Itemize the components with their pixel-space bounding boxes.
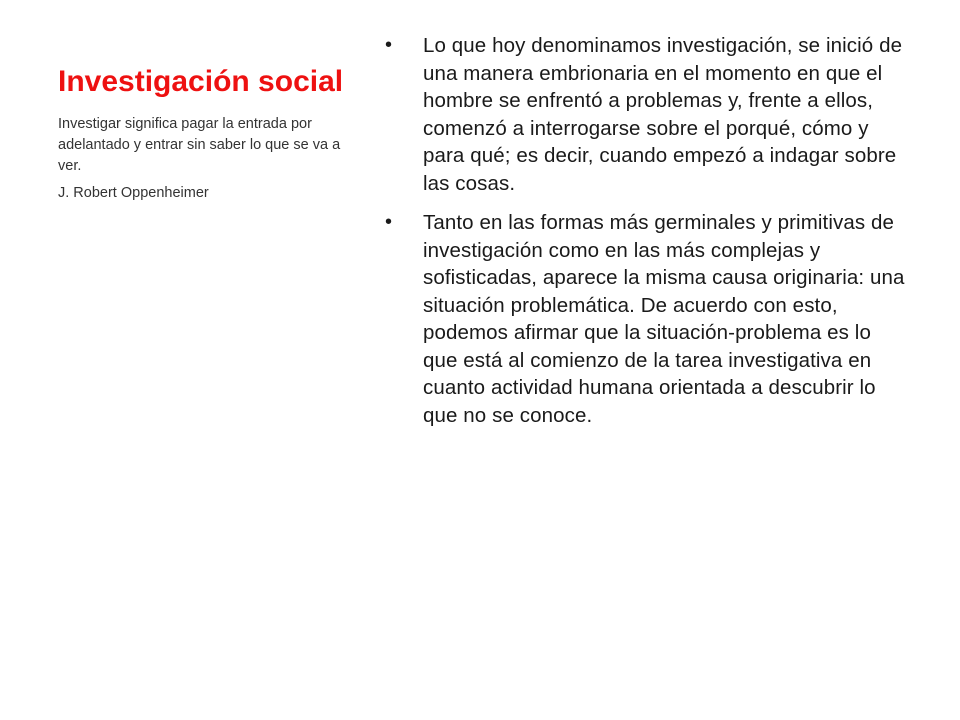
- bullet-list: [385, 32, 905, 429]
- bullet-icon: •: [385, 34, 393, 56]
- content-panel: [385, 32, 905, 441]
- bullet-text: Lo que hoy denominamos investigación, se inició de una manera embrionaria en el momento en que el hombre se enfrentó a problemas y, frente a ellos, comenzó a interrogarse sobre el porqué, cómo y para qué; es decir, cuando empezó a indagar sobre las cosas.: [423, 34, 903, 195]
- epigraph-author: J. Robert Oppenheimer: [58, 185, 209, 201]
- epigraph-quote: Investigar significa pagar la entrada por adelantado y entrar sin saber lo que se va a ver.: [58, 116, 341, 174]
- slide-title: Investigación social: [58, 65, 344, 98]
- bullet-text: Tanto en las formas más germinales y primitivas de investigación como en las más complejas y sofisticadas, aparece la misma causa originaria: una situación problemática. De acuerdo con esto, podemos afirmar que la situación-problema es lo que está al comienzo de la tarea investigativa en cuanto actividad humana orientada a descubrir lo que no se conoce.: [423, 211, 905, 427]
- bullet-icon: •: [385, 211, 393, 233]
- bullet-item: [385, 32, 905, 197]
- title-panel: [58, 62, 348, 204]
- bullet-item: [385, 209, 905, 429]
